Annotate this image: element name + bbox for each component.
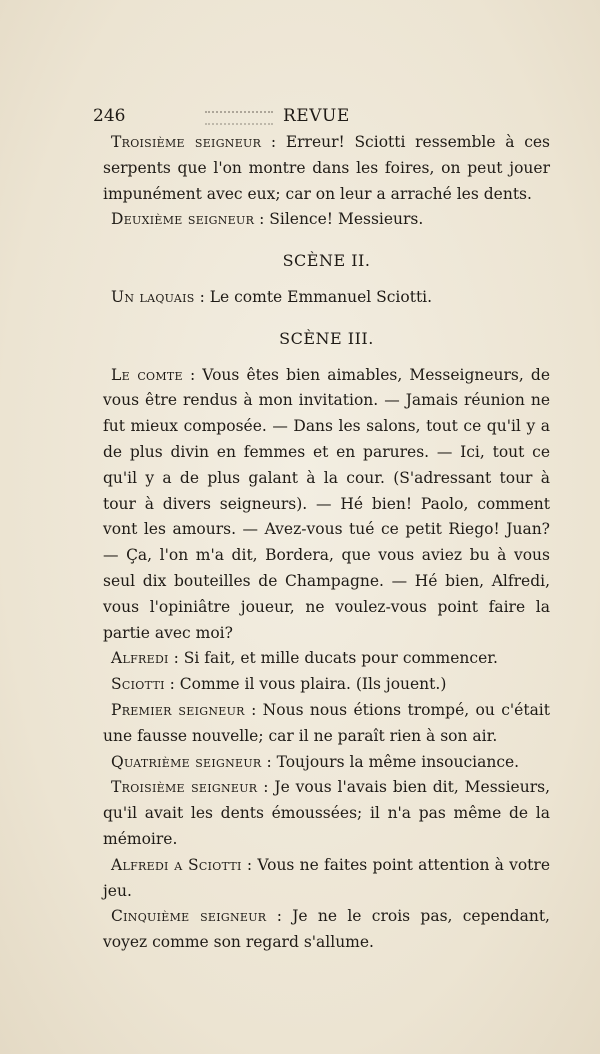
speaker-name: Alfredi (111, 649, 169, 668)
speech-text: : Nous nous étions trompé, ou c'était une fausse nouvelle; car il ne paraît rien à son air. (103, 700, 550, 745)
speaker-name: Troisième seigneur (111, 778, 258, 797)
speaker-name: Sciotti (111, 675, 165, 694)
paragraph-quatrieme-seigneur (103, 750, 550, 776)
speech-text: : Je vous l'avais bien dit, Messieurs, qu'il avait les dents émoussées; il n'a pas même de la mémoire. (103, 778, 551, 848)
paragraph-alfredi-a-sciotti (103, 853, 550, 905)
speaker-name: Premier seigneur (111, 700, 245, 719)
paragraph-deuxieme-seigneur (103, 207, 550, 233)
header-ornament-icon (205, 111, 273, 125)
paragraph-alfredi (103, 646, 550, 672)
text-block (103, 130, 550, 956)
scene-3-heading: SCÈNE III. (279, 328, 374, 348)
paragraph-cinquieme-seigneur (103, 904, 550, 956)
speaker-name: Quatrième seigneur (111, 752, 262, 771)
speech-text: : Vous ne faites point attention à votre jeu. (103, 855, 550, 900)
speech-text: : Silence! Messieurs. (254, 210, 424, 229)
speaker-name: Un laquais (111, 287, 195, 306)
speech-text: : Je ne le crois pas, cependant, voyez comme son regard s'allume. (103, 907, 550, 952)
speech-text: : Toujours la même insouciance. (261, 752, 520, 771)
speaker-name: Le comte (111, 365, 183, 384)
paragraph-premier-seigneur (103, 698, 550, 750)
speech-text: : Le comte Emmanuel Sciotti. (194, 287, 433, 306)
scene-2-heading: SCÈNE II. (282, 251, 371, 271)
speaker-name: Troisième seigneur (111, 133, 262, 151)
journal-title: REVUE (283, 106, 350, 126)
paragraph-sciotti (103, 672, 550, 698)
speech-text: : Vous êtes bien aimables, Messeigneurs, de vous être rendus à mon invitation. — Jamais réunion ne fut mieux composée. — Dans les salons, tout ce qu'il y a de plus divin en femmes et en parures. — Ici, tout ce qu'il y a de plus galant à la cour. (S'adressant tour à tour à divers seigneurs). — Hé bien! Paolo, comment vont les amours. — Avez-vous tué ce petit Riego! Juan? — Ça, l'on m'a dit, Bordera, que vous aviez bu à vous seul dix bouteilles de Champagne. — Hé bien, Alfredi, vous l'opiniâtre joueur, ne voulez-vous point faire la partie avec moi? (103, 365, 550, 642)
speech-text: : Erreur! Sciotti ressemble à ces serpents que l'on montre dans les foires, on peut jouer impunément avec eux; car on leur a arraché les dents. (103, 133, 551, 203)
running-head (93, 104, 563, 128)
paragraph-le-comte (103, 363, 550, 647)
speaker-name: Deuxième seigneur (111, 210, 255, 229)
paragraph-un-laquais (103, 285, 550, 311)
speech-text: : Comme il vous plaira. (Ils jouent.) (164, 675, 447, 694)
paragraph-troisieme-seigneur-2 (103, 775, 550, 852)
speech-text: : Si fait, et mille ducats pour commencer. (168, 649, 498, 668)
paragraph-troisieme-seigneur-1 (103, 130, 550, 207)
speaker-name: Cinquième seigneur (111, 907, 267, 926)
page-number: 246 (93, 106, 126, 126)
speaker-name: Alfredi a Sciotti (111, 855, 242, 874)
